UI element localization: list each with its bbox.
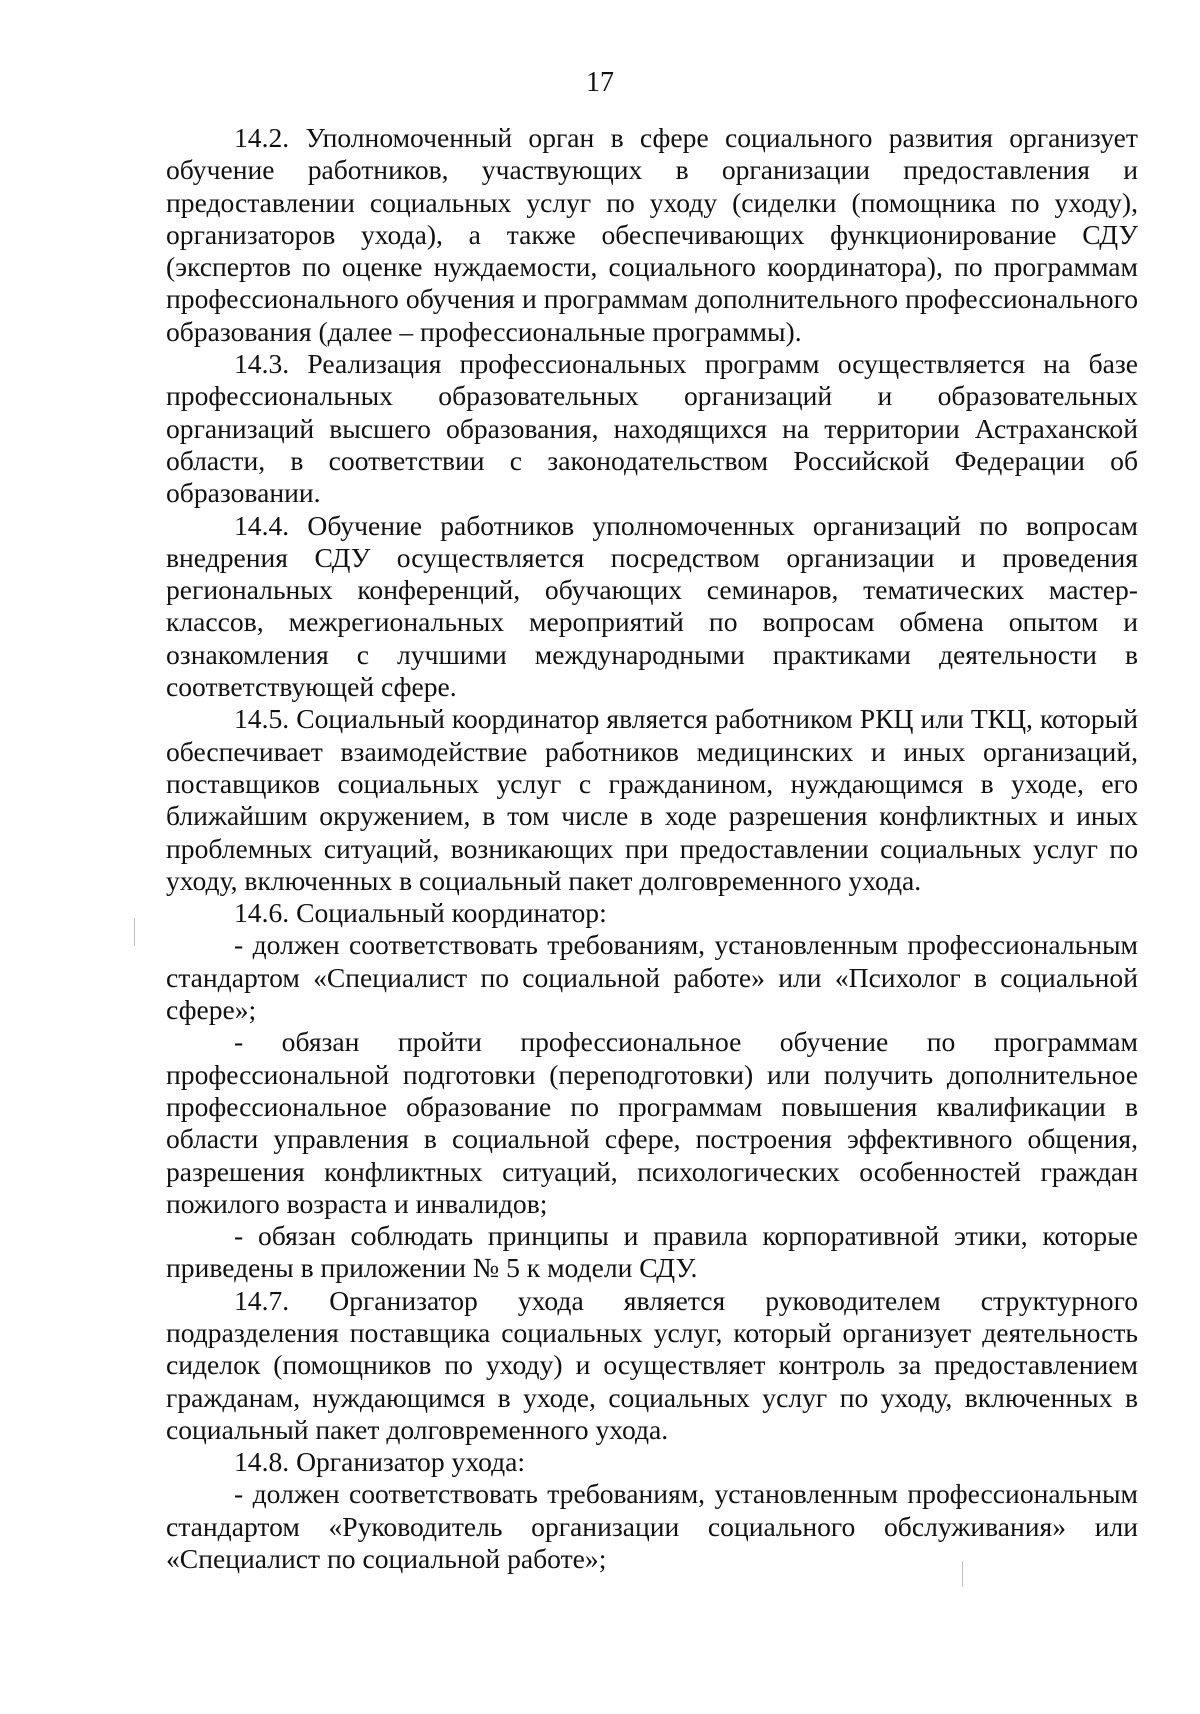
- list-item-care-organizer-qualification: - должен соответствовать требованиям, установленным профессиональным стандартом «Руководитель организации социального обслуживания» или «Специалист по социальной работе»;: [166, 1478, 1138, 1575]
- document-body: [166, 122, 1138, 1575]
- scan-artifact-bottom-right: [962, 1561, 963, 1587]
- paragraph-14-4: 14.4. Обучение работников уполномоченных организаций по вопросам внедрения СДУ осуществляется посредством организации и проведения региональных конференций, обучающих семинаров, тематических мастер-классов, межрегиональных мероприятий по вопросам обмена опытом и ознакомления с лучшими международными практиками деятельности в соответствующей сфере.: [166, 509, 1138, 703]
- paragraph-14-5: 14.5. Социальный координатор является работником РКЦ или ТКЦ, который обеспечивает взаимодействие работников медицинских и иных организаций, поставщиков социальных услуг с гражданином, нуждающимся в уходе, его ближайшим окружением, в том числе в ходе разрешения конфликтных и иных проблемных ситуаций, возникающих при предоставлении социальных услуг по уходу, включенных в социальный пакет долговременного ухода.: [166, 703, 1138, 896]
- list-item-qualification: - должен соответствовать требованиям, установленным профессиональным стандартом «Специалист по социальной работе» или «Психолог в социальной сфере»;: [166, 929, 1138, 1026]
- list-item-training: - обязан пройти профессиональное обучение по программам профессиональной подготовки (переподготовки) или получить дополнительное профессиональное образование по программам повышения квалификации в области управления в социальной сфере, построения эффективного общения, разрешения конфликтных ситуаций, психологических особенностей граждан пожилого возраста и инвалидов;: [166, 1026, 1138, 1219]
- paragraph-14-6: 14.6. Социальный координатор:: [234, 897, 607, 929]
- paragraph-14-3: 14.3. Реализация профессиональных программ осуществляется на базе профессиональных образовательных организаций и образовательных организаций высшего образования, находящихся на территории Астраханской области, в соответствии с законодательством Российской Федерации об образовании.: [166, 348, 1138, 509]
- paragraph-14-2: 14.2. Уполномоченный орган в сфере социального развития организует обучение работников, участвующих в организации предоставления и предоставлении социальных услуг по уходу (сиделки (помощника по уходу), организаторов ухода), а также обеспечивающих функционирование СДУ (экспертов по оценке нуждаемости, социального координатора), по программам профессионального обучения и программам дополнительного профессионального образования (далее – профессиональные программы).: [166, 122, 1138, 347]
- paragraph-14-8: 14.8. Организатор ухода:: [234, 1446, 526, 1478]
- list-item-ethics: - обязан соблюдать принципы и правила корпоративной этики, которые приведены в приложении № 5 к модели СДУ.: [166, 1220, 1138, 1284]
- paragraph-14-7: 14.7. Организатор ухода является руководителем структурного подразделения поставщика социальных услуг, который организует деятельность сиделок (помощников по уходу) и осуществляет контроль за предоставлением гражданам, нуждающимся в уходе, социальных услуг по уходу, включенных в социальный пакет долговременного ухода.: [166, 1284, 1138, 1445]
- scan-artifact-left: [134, 918, 135, 946]
- page-number: 17: [586, 67, 614, 98]
